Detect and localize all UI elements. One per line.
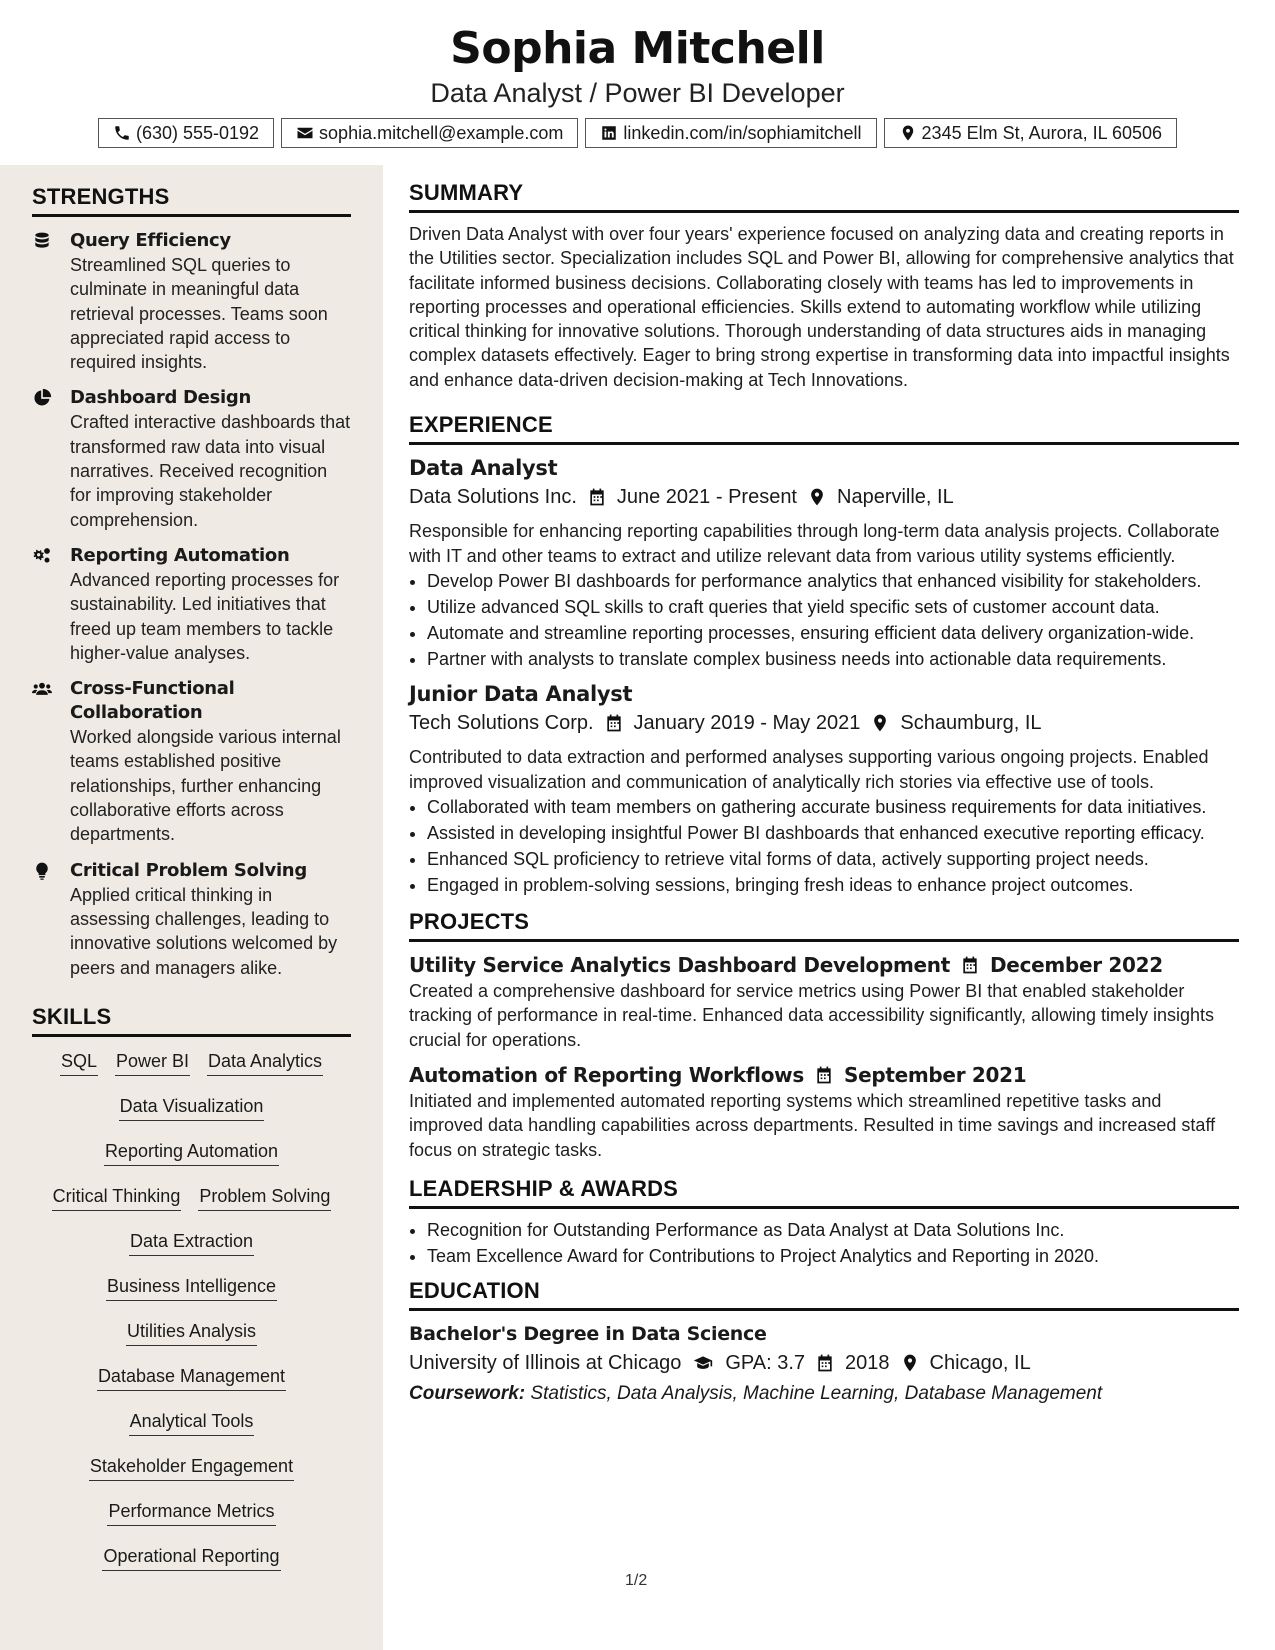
strength-item: [32, 544, 352, 665]
job-bullet: • Automate and streamline reporting processes, ensuring efficient data delivery organization-wide.: [427, 621, 1239, 645]
skill-tag: Database Management: [97, 1364, 286, 1391]
project-description: Initiated and implemented automated reporting systems which streamlined repetitive tasks and improved data handling capabilities across departments. Resulted in time savings and increased staff focus on strategic tasks.: [409, 1090, 1216, 1160]
skill-tag: SQL: [60, 1049, 98, 1076]
strength-desc: Worked alongside various internal teams established positive relationships, further enhancing collaborative efforts across departments.: [70, 727, 341, 845]
skill-tag: Utilities Analysis: [126, 1319, 257, 1346]
skill-tag: Operational Reporting: [102, 1544, 280, 1571]
skill-tag: Data Extraction: [129, 1229, 254, 1256]
skill-tag: Power BI: [115, 1049, 190, 1076]
awards-heading: LEADERSHIP & AWARDS: [409, 1176, 1239, 1209]
skill-tag: Performance Metrics: [107, 1499, 275, 1526]
project-description: Created a comprehensive dashboard for service metrics using Power BI that enabled stakeholder tracking of performance in real-time. Enhanced data accessibility significantly, allowing timely insights crucial for operations.: [409, 981, 1215, 1050]
strength-desc: Crafted interactive dashboards that transformed raw data into visual narratives. Received recognition for improving stakeholder comprehension.: [70, 412, 351, 530]
strength-item: [32, 677, 352, 846]
strength-desc: Advanced reporting processes for sustainability. Led initiatives that freed up team members to tackle higher-value analyses.: [70, 569, 340, 663]
calendar-icon: [960, 955, 980, 975]
job-bullets: [427, 795, 1239, 897]
award-item: • Recognition for Outstanding Performance as Data Analyst at Data Solutions Inc.: [427, 1218, 1239, 1242]
strength-title: Query Efficiency: [70, 230, 231, 251]
job-company: Data Solutions Inc.: [409, 486, 577, 509]
skill-tag: Business Intelligence: [106, 1274, 277, 1301]
education-meta: [409, 1348, 1239, 1378]
strength-title: Cross-Functional Collaboration: [70, 678, 235, 724]
resume-header: [0, 0, 1275, 148]
strength-desc: Streamlined SQL queries to culminate in meaningful data retrieval processes. Teams soon appreciated rapid access to required insights.: [70, 255, 328, 373]
strengths-heading: STRENGTHS: [32, 184, 351, 217]
project-title: Utility Service Analytics Dashboard Development: [409, 953, 950, 978]
candidate-title: Data Analyst / Power BI Developer: [430, 78, 845, 108]
linkedin-text: linkedin.com/in/sophiamitchell: [623, 122, 862, 143]
sidebar: [0, 165, 383, 1650]
strength-title: Critical Problem Solving: [70, 859, 307, 881]
skills-heading: SKILLS: [32, 1004, 351, 1037]
skill-tag: Data Visualization: [119, 1094, 265, 1121]
projects-heading: PROJECTS: [409, 909, 1239, 942]
education-heading: EDUCATION: [409, 1278, 1239, 1311]
address-text: 2345 Elm St, Aurora, IL 60506: [921, 122, 1163, 143]
strength-desc: Applied critical thinking in assessing challenges, leading to innovative solutions welcomed by peers and managers alike.: [70, 884, 338, 978]
coursework-list: Statistics, Data Analysis, Machine Learning, Database Management: [530, 1382, 1103, 1404]
project-date: December 2022: [990, 953, 1163, 978]
summary-heading: SUMMARY: [409, 180, 1239, 213]
phone-text: (630) 555-0192: [135, 122, 260, 143]
contact-linkedin[interactable]: [585, 118, 876, 148]
summary-text: Driven Data Analyst with over four years' experience focused on analyzing data and creating reports in the Utilities sector. Specialization includes SQL and Power BI, allowing for comprehensive analytics that facilitate informed business decisions. Collaborating closely with teams has led to improvements in reporting processes and operational efficiencies. Skills extend to automating workflow while utilizing critical thinking for innovative solutions. Thorough understanding of data structures aids in managing complex datasets effectively. Eager to bring strong expertise in transforming data into impactful insights and enhance data-driven decision-making at Tech Innovations.: [409, 224, 1234, 390]
calendar-icon: [587, 487, 607, 507]
strength-title: Reporting Automation: [70, 544, 290, 566]
job-bullet: • Enhanced SQL proficiency to retrieve vital forms of data, actively supporting project needs.: [427, 847, 1239, 871]
pie-chart-icon: [32, 388, 52, 408]
skill-tag: Stakeholder Engagement: [89, 1454, 294, 1481]
job-bullet: • Engaged in problem-solving sessions, bringing fresh ideas to enhance project outcomes.: [427, 873, 1239, 897]
coursework-label: Coursework:: [409, 1382, 526, 1404]
job-location: Schaumburg, IL: [900, 712, 1042, 735]
job-meta: [409, 482, 1239, 512]
calendar-icon: [604, 713, 624, 733]
job-dates: June 2021 - Present: [616, 486, 797, 509]
project-date: September 2021: [843, 1062, 1027, 1087]
job-bullet: • Partner with analysts to translate complex business needs into actionable data requirements.: [427, 647, 1239, 671]
education-school: University of Illinois at Chicago: [409, 1351, 682, 1374]
skill-tag: Critical Thinking: [52, 1184, 182, 1211]
education-coursework: [409, 1380, 1239, 1408]
job-title: Junior Data Analyst: [409, 682, 633, 707]
calendar-icon: [815, 1353, 835, 1373]
job-title: Data Analyst: [409, 456, 558, 481]
job-entry: [409, 680, 1239, 897]
skills-list: [32, 1049, 351, 1589]
job-dates: January 2019 - May 2021: [633, 712, 861, 735]
job-description: Contributed to data extraction and performed analyses supporting various ongoing projects. Enabled improved visualization and communication of analytically rich stories via effective use of tools.: [409, 747, 1209, 792]
job-bullet: • Utilize advanced SQL skills to craft queries that yield specific sets of customer account data.: [427, 595, 1239, 619]
gears-icon: [32, 546, 52, 566]
envelope-icon: [296, 124, 314, 142]
contact-phone[interactable]: [98, 118, 274, 148]
phone-icon: [113, 124, 131, 142]
skill-tag: Data Analytics: [207, 1049, 323, 1076]
linkedin-icon: [600, 124, 618, 142]
job-location: Naperville, IL: [837, 486, 954, 509]
education-entry: [409, 1320, 1239, 1408]
experience-heading: EXPERIENCE: [409, 412, 1239, 445]
skill-tag: Problem Solving: [198, 1184, 331, 1211]
strength-item: [32, 859, 352, 980]
education-gpa: GPA: 3.7: [725, 1351, 806, 1374]
project-entry: [409, 1061, 1239, 1162]
job-bullet: • Collaborated with team members on gathering accurate business requirements for data initiatives.: [427, 795, 1239, 819]
database-icon: [32, 231, 52, 251]
contact-email[interactable]: [281, 118, 578, 148]
lightbulb-icon: [32, 861, 52, 881]
strength-item: [32, 229, 352, 374]
project-entry: [409, 951, 1239, 1052]
users-icon: [32, 679, 52, 699]
page-number: 1/2: [625, 1572, 648, 1589]
contact-bar: [0, 118, 1275, 148]
candidate-name: Sophia Mitchell: [450, 23, 825, 74]
main-column: [409, 180, 1239, 1408]
job-meta: [409, 708, 1239, 738]
map-pin-icon: [900, 1353, 920, 1373]
map-pin-icon: [807, 487, 827, 507]
award-item: • Team Excellence Award for Contributions to Project Analytics and Reporting in 2020.: [427, 1244, 1239, 1268]
skill-tag: Reporting Automation: [104, 1139, 279, 1166]
education-location: Chicago, IL: [929, 1351, 1031, 1374]
skill-tag: Analytical Tools: [129, 1409, 255, 1436]
awards-list: [427, 1218, 1239, 1268]
education-year: 2018: [845, 1351, 890, 1374]
project-title-row: [409, 951, 1239, 979]
project-title-row: [409, 1061, 1239, 1089]
contact-address[interactable]: [884, 118, 1178, 148]
job-company: Tech Solutions Corp.: [409, 712, 594, 735]
job-description: Responsible for enhancing reporting capabilities through long-term data analysis projects. Collaborate with IT and other teams to extract and utilize relevant data from various utility systems efficiently.: [409, 521, 1220, 566]
map-pin-icon: [870, 713, 890, 733]
job-entry: [409, 454, 1239, 671]
graduation-cap-icon: [691, 1353, 715, 1373]
education-degree: Bachelor's Degree in Data Science: [409, 1322, 767, 1345]
job-bullet: • Assisted in developing insightful Power BI dashboards that enhanced executive reporting efficacy.: [427, 821, 1239, 845]
project-title: Automation of Reporting Workflows: [409, 1062, 804, 1087]
strength-item: [32, 386, 352, 531]
map-pin-icon: [899, 124, 917, 142]
strength-title: Dashboard Design: [70, 387, 251, 409]
job-bullets: [427, 569, 1239, 671]
email-text: sophia.mitchell@example.com: [319, 122, 564, 143]
job-bullet: • Develop Power BI dashboards for performance analytics that enhanced visibility for stakeholders.: [427, 569, 1239, 593]
calendar-icon: [814, 1065, 834, 1085]
